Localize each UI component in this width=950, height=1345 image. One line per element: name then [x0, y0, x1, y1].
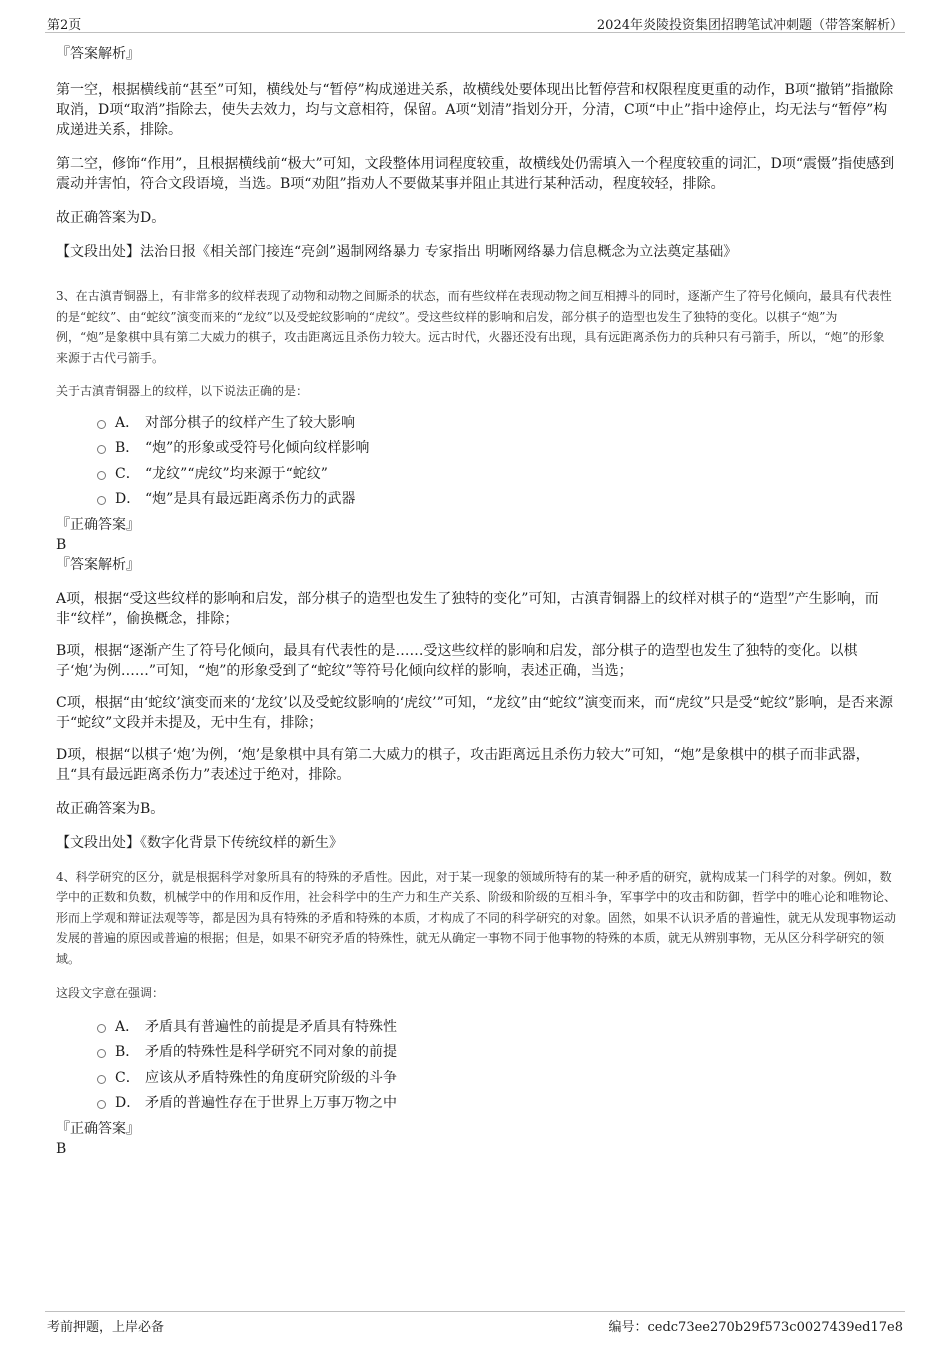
- option-text: “炮”是具有最远距离杀伤力的武器: [145, 491, 356, 507]
- option-b[interactable]: [56, 1040, 896, 1066]
- page-number: 第2页: [47, 18, 82, 33]
- source-citation: 【文段出处】法治日报《相关部门接连“亮剑”遏制网络暴力 专家指出 明晰网络暴力信息概念为立法奠定基础》: [56, 244, 738, 260]
- radio-button[interactable]: [97, 471, 106, 480]
- question-2-analysis-section: [56, 44, 896, 262]
- option-letter: A．: [115, 1018, 140, 1035]
- correct-answer: B: [56, 1140, 67, 1157]
- question-stem: 关于古滇青铜器上的纹样，以下说法正确的是：: [56, 384, 309, 398]
- options-list: [56, 1015, 896, 1117]
- document-title: 2024年炎陵投资集团招聘笔试冲刺题（带答案解析）: [596, 18, 903, 33]
- option-text: “炮”的形象或受符号化倾向纹样影响: [145, 440, 370, 456]
- option-letter: B．: [115, 1044, 140, 1060]
- question-stem: 这段文字意在强调：: [56, 986, 165, 1000]
- correct-answer-label: 『正确答案』: [56, 516, 140, 533]
- question-passage: 4、科学研究的区分，就是根据科学对象所具有的特殊的矛盾性。因此，对于某一现象的领域所特有的某一种矛盾的研究，就构成某一门科学的对象。例如，数学中的正数和负数，机械学中的作用和反作用，社会科学中的生产力和生产关系、阶级和阶级的互相斗争，军事学中的攻击和防御，哲学中的唯心论和唯物论、形而上学观和辩证法观等等，都是因为具有特殊的矛盾和特殊的本质，才构成了不同的科学研究的对象。固然，如果不认识矛盾的普遍性，就无从发现事物运动发展的普遍的原因或普遍的根据；但是，如果不研究矛盾的特殊性，就无从确定一事物不同于他事物的特殊的本质，就无从辨别事物，无从区分科学研究的领域。: [56, 869, 897, 966]
- radio-button[interactable]: [97, 1075, 106, 1084]
- analysis-option-d: D项，根据“以棋子‘炮’为例，‘炮’是象棋中具有第二大威力的棋子，攻击距离远且杀伤力较大”可知，“炮”是象棋中的棋子而非武器，且“具有最远距离杀伤力”表述过于绝对，排除。: [56, 746, 870, 783]
- question-3: [56, 286, 896, 853]
- page-header: [45, 12, 905, 33]
- radio-button[interactable]: [97, 1049, 106, 1058]
- option-text: 矛盾的特殊性是科学研究不同对象的前提: [145, 1044, 397, 1060]
- option-letter: A．: [115, 414, 140, 431]
- option-text: 对部分棋子的纹样产生了较大影响: [145, 414, 355, 431]
- analysis-label: 『答案解析』: [56, 46, 140, 62]
- correct-answer-label: 『正确答案』: [56, 1120, 140, 1137]
- option-letter: D．: [115, 1095, 141, 1111]
- footer-slogan: 考前押题，上岸必备: [47, 1320, 165, 1335]
- analysis-option-c: C项，根据“由‘蛇纹’演变而来的‘龙纹’以及受蛇纹影响的‘虎纹’”可知，“龙纹”由“蛇纹”演变而来，而“虎纹”只是受“蛇纹”影响，是否来源于“蛇纹”文段并未提及，无中生有，排除；: [56, 694, 893, 731]
- correct-answer: B: [56, 536, 67, 553]
- options-list: [56, 411, 896, 513]
- analysis-option-b: B项，根据“逐渐产生了符号化倾向，最具有代表性的是……受这些纹样的影响和启发，部分棋子的造型也发生了独特的变化。以棋子‘炮’为例……”可知，“炮”的形象受到了“蛇纹”等符号化倾向纹样的影响，表述正确，当选；: [56, 642, 858, 679]
- option-a[interactable]: [56, 1015, 896, 1041]
- option-text: 应该从矛盾特殊性的角度研究阶级的斗争: [145, 1069, 397, 1086]
- source-citation: 【文段出处】《数字化背景下传统纹样的新生》: [56, 834, 343, 851]
- option-letter: C．: [115, 1069, 140, 1086]
- page-footer: [45, 1311, 905, 1334]
- option-d[interactable]: [56, 1091, 896, 1117]
- option-b[interactable]: [56, 436, 896, 462]
- radio-button[interactable]: [97, 445, 106, 454]
- option-letter: C．: [115, 465, 140, 482]
- question-passage: 3、在古滇青铜器上，有非常多的纹样表现了动物和动物之间厮杀的状态，而有些纹样在表现动物之间互相搏斗的同时，逐渐产生了符号化倾向，最具有代表性的是“蛇纹”、由“蛇纹”演变而来的“龙纹”以及受蛇纹影响的“虎纹”。受这些纹样的影响和启发，部分棋子的造型也发生了独特的变化。以棋子“炮”为例，“炮”是象棋中具有第二大威力的棋子，攻击距离远且杀伤力较大。远古时代，火器还没有出现，具有远距离杀伤力的兵种只有弓箭手，所以，“炮”的形象来源于古代弓箭手。: [56, 289, 892, 365]
- radio-button[interactable]: [97, 496, 106, 505]
- analysis-label: 『答案解析』: [56, 556, 140, 573]
- option-text: “龙纹”“虎纹”均来源于“蛇纹”: [145, 465, 328, 482]
- radio-button[interactable]: [97, 1100, 106, 1109]
- option-c[interactable]: [56, 1066, 896, 1092]
- option-letter: B．: [115, 440, 140, 456]
- radio-button[interactable]: [97, 420, 106, 429]
- analysis-paragraph: 第二空，修饰“作用”，且根据横线前“极大”可知，文段整体用词程度较重，故横线处仍需填入一个程度较重的词汇，D项“震慑”指使感到震动并害怕，符合文段语境，当选。B项“劝阻”指劝人不要做某事并阻止其进行某种活动，程度较轻，排除。: [56, 156, 895, 192]
- option-c[interactable]: [56, 462, 896, 488]
- answer-conclusion: 故正确答案为B。: [56, 800, 165, 817]
- question-4: [56, 867, 896, 1159]
- option-d[interactable]: [56, 487, 896, 513]
- radio-button[interactable]: [97, 1024, 106, 1033]
- document-id: 编号：cedc73ee270b29f573c0027439ed17e8: [608, 1320, 903, 1335]
- option-a[interactable]: [56, 411, 896, 437]
- answer-conclusion: 故正确答案为D。: [56, 210, 166, 226]
- page-content: [56, 44, 896, 1159]
- option-text: 矛盾具有普遍性的前提是矛盾具有特殊性: [145, 1018, 397, 1035]
- option-text: 矛盾的普遍性存在于世界上万事万物之中: [145, 1095, 397, 1111]
- analysis-paragraph: 第一空，根据横线前“甚至”可知，横线处与“暂停”构成递进关系，故横线处要体现出比暂停营和权限程度更重的动作，B项“撤销”指撤除取消，D项“取消”指除去，使失去效力，均与文意相符，保留。A项“划清”指划分开，分清，C项“中止”指中途停止，均无法与“暂停”构成递进关系，排除。: [56, 82, 894, 138]
- option-letter: D．: [115, 491, 141, 507]
- analysis-option-a: A项，根据“受这些纹样的影响和启发，部分棋子的造型也发生了独特的变化”可知，古滇青铜器上的纹样对棋子的“造型”产生影响，而非“纹样”，偷换概念，排除；: [56, 590, 879, 627]
